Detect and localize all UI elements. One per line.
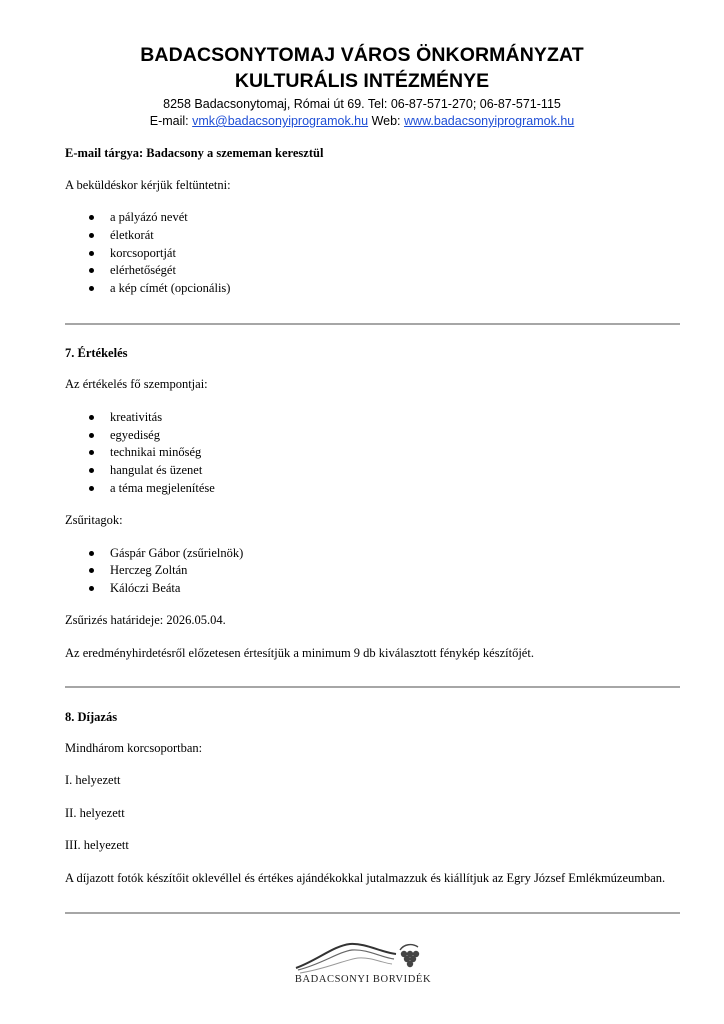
list-item: kreativitás (110, 410, 163, 424)
bullet-icon (89, 586, 94, 591)
jury-label: Zsűritagok: (65, 513, 123, 527)
list-item: a kép címét (opcionális) (110, 281, 231, 295)
section8-intro: Mindhárom korcsoportban: (65, 741, 203, 755)
list-item: elérhetőségét (110, 263, 176, 277)
bullet-icon (89, 486, 94, 491)
jury-member: Herczeg Zoltán (110, 563, 188, 577)
bullet-icon (89, 233, 94, 238)
jury-member: Kálóczi Beáta (110, 581, 181, 595)
org-title-line1: BADACSONYTOMAJ VÁROS ÖNKORMÁNYZAT (140, 44, 584, 66)
jury-deadline: Zsűrizés határideje: 2026.05.04. (65, 613, 226, 627)
section7-intro: Az értékelés fő szempontjai: (65, 377, 208, 391)
bullet-icon (89, 268, 94, 273)
list-item: hangulat és üzenet (110, 463, 203, 477)
bullet-icon (89, 286, 94, 291)
list-item: a téma megjelenítése (110, 481, 215, 495)
bullet-icon (89, 415, 94, 420)
bullet-icon (89, 568, 94, 573)
section-divider (65, 912, 680, 914)
list-item: a pályázó nevét (110, 210, 188, 224)
section8-heading: 8. Díjazás (65, 710, 118, 724)
list-item: egyediség (110, 428, 160, 442)
borvidek-logo-icon (288, 938, 438, 998)
email-subject: E-mail tárgya: Badacsony a szememan keresztül (65, 146, 324, 160)
org-address: 8258 Badacsonytomaj, Római út 69. Tel: 06-87-571-270; 06-87-571-115 (163, 97, 561, 111)
place-item: III. helyezett (65, 838, 129, 852)
org-title-line2: KULTURÁLIS INTÉZMÉNYE (234, 70, 490, 92)
place-item: I. helyezett (65, 773, 121, 787)
prize-closing: A díjazott fotók készítőit oklevéllel és értékes ajándékokkal jutalmazzuk és kiállítjuk az Egry József Emlékmúzeumban. (65, 871, 666, 885)
web-link[interactable]: www.badacsonyiprogramok.hu (404, 114, 575, 128)
bullet-icon (89, 433, 94, 438)
email-link[interactable]: vmk@badacsonyiprogramok.hu (192, 114, 369, 128)
list-item: technikai minőség (110, 445, 202, 459)
bullet-icon (89, 468, 94, 473)
logo-caption: BADACSONYI BORVIDÉK (294, 974, 432, 985)
section7-heading: 7. Értékelés (65, 346, 128, 360)
email-intro: A beküldéskor kérjük feltüntetni: (65, 178, 231, 192)
org-contact-line (0, 114, 724, 128)
jury-member: Gáspár Gábor (zsűrielnök) (110, 546, 244, 560)
section-divider (65, 323, 680, 325)
bullet-icon (89, 551, 94, 556)
place-item: II. helyezett (65, 806, 125, 820)
email-label: E-mail: (149, 114, 189, 128)
results-notice: Az eredményhirdetésről előzetesen értesítjük a minimum 9 db kiválasztott fénykép készítőjét. (65, 646, 534, 660)
list-item: életkorát (110, 228, 154, 242)
bullet-icon (89, 215, 94, 220)
section-divider (65, 686, 680, 688)
web-label: Web: (371, 114, 401, 128)
bullet-icon (89, 251, 94, 256)
list-item: korcsoportját (110, 246, 176, 260)
bullet-icon (89, 450, 94, 455)
